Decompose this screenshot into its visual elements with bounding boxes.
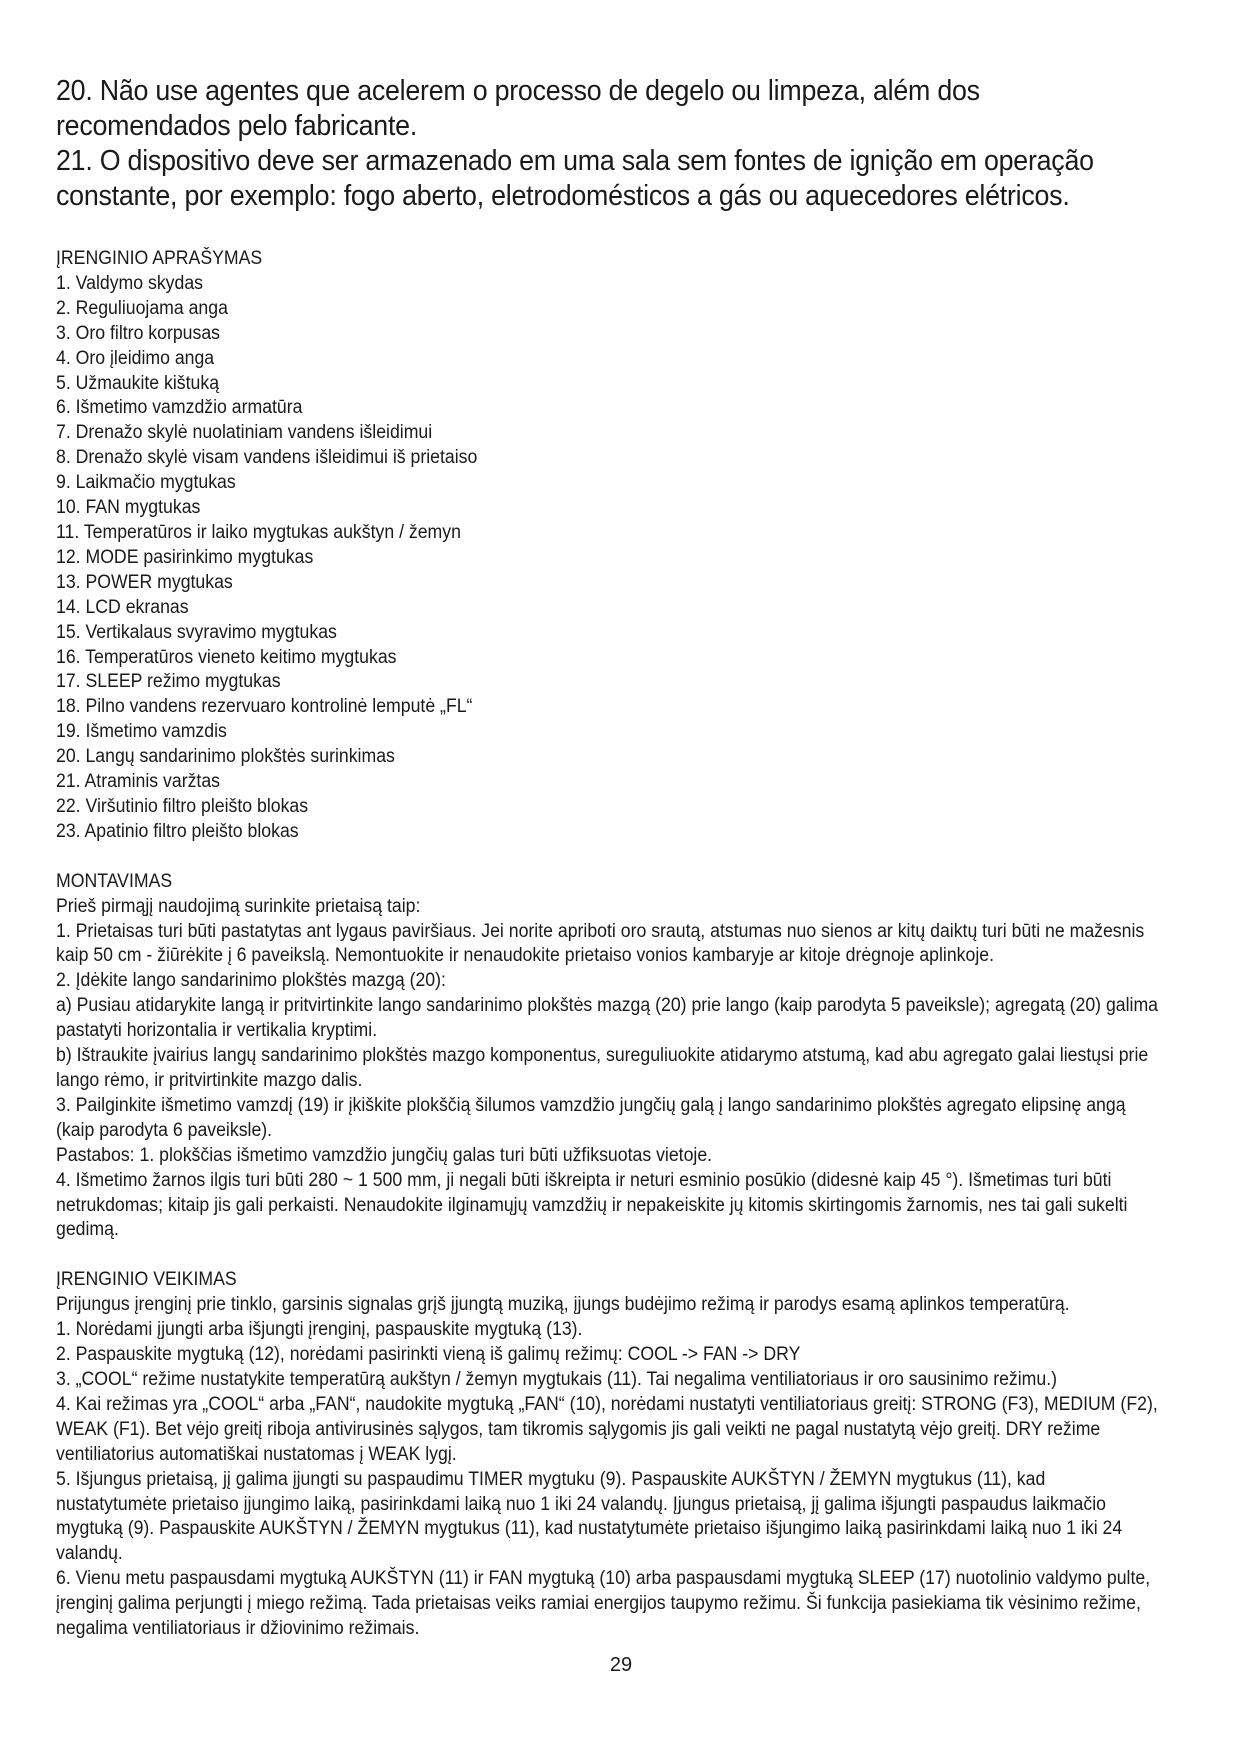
main-content xyxy=(56,247,1161,1642)
paragraph: 3. „COOL“ režime nustatykite temperatūrą aukštyn / žemyn mygtukais (11). Tai negalima ventiliatoriaus ir oro sausinimo režimu.) xyxy=(56,1368,1058,1390)
page-number: 29 xyxy=(609,1654,633,1676)
section-heading: MONTAVIMAS xyxy=(56,870,173,892)
list-item: 6. Išmetimo vamzdžio armatūra xyxy=(56,397,303,419)
list-item: 20. Langų sandarinimo plokštės surinkimas xyxy=(56,746,395,768)
list-item: 9. Laikmačio mygtukas xyxy=(56,472,236,494)
paragraph: 2. Paspauskite mygtuką (12), norėdami pasirinkti vieną iš galimų režimų: COOL -> FAN -> DRY xyxy=(56,1344,801,1366)
list-item: 5. Užmaukite kištuką xyxy=(56,372,220,394)
paragraph: b) Ištraukite įvairius langų sandarinimo plokštės mazgo komponentus, sureguliuokite atidarymo atstumą, kad abu agregato galai liestųsi prie lango rėmo, ir pritvirtinkite mazgo dalis. xyxy=(56,1045,1149,1091)
list-item: 16. Temperatūros vieneto keitimo mygtukas xyxy=(56,646,397,668)
paragraph: 4. Išmetimo žarnos ilgis turi būti 280 ~ 1 500 mm, ji negali būti iškreipta ir neturi esminio posūkio (didesnė kaip 45 °). Išmetimas turi būti netrukdomas; kitaip jis gali perkaisti. Nenaudokite ilginamųjų vamzdžių ir nepakeiskite jų kitomis skirtingomis žarnomis, nes tai gali sukelti gedimą. xyxy=(56,1169,1128,1241)
paragraph: 6. Vienu metu paspausdami mygtuką AUKŠTYN (11) ir FAN mygtuką (10) arba paspausdami mygtuką SLEEP (17) nuotolinio valdymo pulte, įrenginį galima perjungti į miego režimą. Tada prietaisas veiks ramiai energijos taupymo režimu. Ši funkcija pasiekiama tik vėsinimo režime, negalima ventiliatoriaus ir džiovinimo režimais. xyxy=(56,1568,1151,1640)
paragraph: 1. Prietaisas turi būti pastatytas ant lygaus paviršiaus. Jei norite apriboti oro srautą, atstumas nuo sienos ar kitų daiktų turi būti ne mažesnis kaip 50 cm - žiūrėkite į 6 paveikslą. Nemontuokite ir nenaudokite prietaiso vonios kambaryje ar kitoje drėgnoje aplinkoje. xyxy=(56,920,1145,967)
paragraph: a) Pusiau atidarykite langą ir pritvirtinkite lango sandarinimo plokštės mazgą (20) prie lango (kaip parodyta 5 paveiksle); agregatą (20) galima pastatyti horizontalia ir vertikalia kryptimi. xyxy=(56,995,1159,1042)
list-item: 1. Valdymo skydas xyxy=(56,272,203,294)
operation-section xyxy=(56,1268,1161,1642)
section-spacer xyxy=(56,845,1161,870)
installation-intro: Prieš pirmąjį naudojimą surinkite prietaisą taip: xyxy=(56,895,421,917)
list-item: 21. Atraminis varžtas xyxy=(56,771,220,793)
list-item: 4. Oro įleidimo anga xyxy=(56,347,215,369)
list-item: 23. Apatinio filtro pleišto blokas xyxy=(56,820,299,842)
note-20: 20. Não use agentes que acelerem o processo de degelo ou limpeza, além dos recomendados pelo fabricante. xyxy=(56,75,980,142)
list-item: 12. MODE pasirinkimo mygtukas xyxy=(56,546,314,568)
paragraph: 4. Kai režimas yra „COOL“ arba „FAN“, naudokite mygtuką „FAN“ (10), norėdami nustatyti ventiliatoriaus greitį: STRONG (F3), MEDIUM (F2), WEAK (F1). Bet vėjo greitį riboja antivirusinės sąlygos, tam tikromis sąlygomis jis gali veikti ne pagal nustatytą vėjo greitį. DRY režime ventiliatorius automatiškai nustatomas į WEAK lygį. xyxy=(56,1393,1158,1465)
paragraph: 3. Pailginkite išmetimo vamzdį (19) ir įkiškite plokščią šilumos vamzdžio jungčių galą į lango sandarinimo plokštės agregato elipsinę angą (kaip parodyta 6 paveiksle). xyxy=(56,1094,1126,1141)
section-heading: ĮRENGINIO APRAŠYMAS xyxy=(56,248,263,269)
note-21: 21. O dispositivo deve ser armazenado em uma sala sem fontes de ignição em operação constante, por exemplo: fogo aberto, eletrodomésticos a gás ou aquecedores elétricos. xyxy=(56,145,1094,212)
parts-list xyxy=(56,272,1161,845)
list-item: 11. Temperatūros ir laiko mygtukas aukštyn / žemyn xyxy=(56,521,461,543)
section-heading: ĮRENGINIO VEIKIMAS xyxy=(56,1269,237,1291)
list-item: 14. LCD ekranas xyxy=(56,596,189,618)
paragraph: Prijungus įrenginį prie tinklo, garsinis signalas grįš įjungtą muziką, įjungs budėjimo režimą ir parodys esamą aplinkos temperatūrą. xyxy=(56,1294,1070,1316)
list-item: 15. Vertikalaus svyravimo mygtukas xyxy=(56,621,337,643)
paragraph: 5. Išjungus prietaisą, jį galima įjungti su paspaudimu TIMER mygtuku (9). Paspauskite AUKŠTYN / ŽEMYN mygtukus (11), kad nustatytumėte prietaiso įjungimo laiką, pasirinkdami laiką nuo 1 iki 24 valandų. Įjungus prietaisą, jį galima išjungti paspaudus laikmačio mygtuką (9). Paspauskite AUKŠTYN / ŽEMYN mygtukus (11), kad nustatytumėte prietaiso išjungimo laiką pasirinkdami laiką nuo 1 iki 24 valandų. xyxy=(56,1468,1123,1565)
list-item: 2. Reguliuojama anga xyxy=(56,297,228,319)
paragraph: Pastabos: 1. plokščias išmetimo vamzdžio jungčių galas turi būti užfiksuotas vietoje. xyxy=(56,1144,713,1166)
list-item: 17. SLEEP režimo mygtukas xyxy=(56,671,281,693)
list-item: 13. POWER mygtukas xyxy=(56,571,233,593)
list-item: 8. Drenažo skylė visam vandens išleidimui iš prietaiso xyxy=(56,447,478,469)
list-item: 10. FAN mygtukas xyxy=(56,497,201,519)
paragraph: 2. Įdėkite lango sandarinimo plokštės mazgą (20): xyxy=(56,970,446,992)
list-item: 19. Išmetimo vamzdis xyxy=(56,721,227,743)
intro-notes xyxy=(56,74,1128,214)
list-item: 7. Drenažo skylė nuolatiniam vandens išleidimui xyxy=(56,422,433,444)
list-item: 18. Pilno vandens rezervuaro kontrolinė lemputė „FL“ xyxy=(56,696,473,718)
list-item: 22. Viršutinio filtro pleišto blokas xyxy=(56,795,309,817)
section-spacer xyxy=(56,1243,1161,1268)
description-section xyxy=(56,247,1161,845)
list-item: 3. Oro filtro korpusas xyxy=(56,322,220,344)
installation-section xyxy=(56,870,1161,1244)
paragraph: 1. Norėdami įjungti arba išjungti įrenginį, paspauskite mygtuką (13). xyxy=(56,1319,583,1341)
